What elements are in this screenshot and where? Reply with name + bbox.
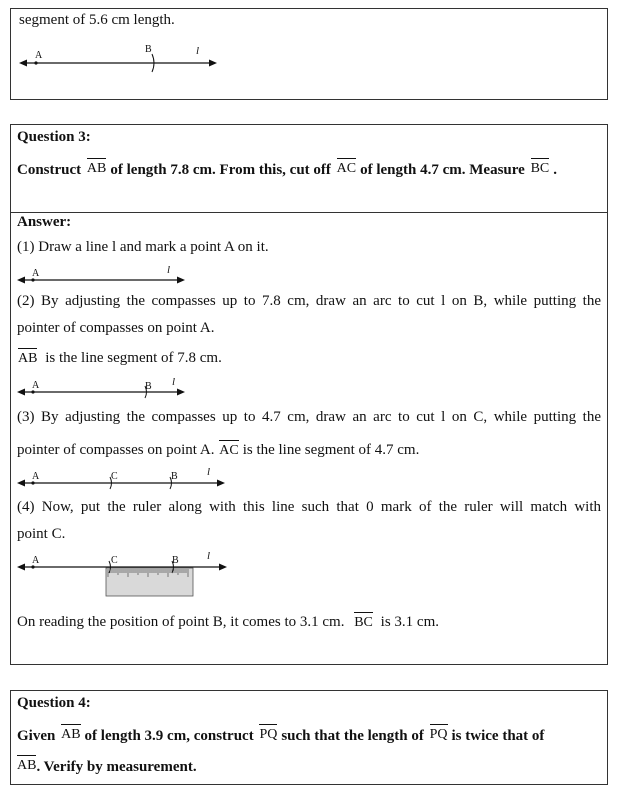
fig3-point-c-label: C — [111, 471, 118, 482]
q4-line1-part3: such that the length of — [281, 728, 424, 744]
fig3-point-a-label: A — [32, 471, 40, 482]
q4-line1-part2: of length 3.9 cm, construct — [84, 728, 254, 744]
question-2-answer-tail — [10, 8, 608, 100]
step-2-note-text: is the line segment of 7.8 cm. — [45, 350, 222, 366]
q3-question-part2: of length 7.8 cm. From this, cut off — [110, 162, 331, 178]
q4-segment-pq-2: PQ — [429, 727, 448, 742]
step-4-figure — [17, 550, 229, 601]
fig2-point-b-label: B — [145, 381, 152, 392]
fig2-point-a-label: A — [32, 380, 40, 391]
step-1-figure — [17, 266, 187, 290]
step-3-figure — [17, 466, 227, 493]
step-3-line-2 — [17, 441, 419, 460]
q3-question-text — [17, 161, 557, 180]
question-3-box — [10, 124, 608, 665]
q4-segment-ab-2: AB — [17, 758, 37, 773]
q2-point-b-label: B — [145, 44, 152, 55]
q4-segment-ab: AB — [61, 727, 81, 742]
step-2-line-1: (2) By adjusting the compasses up to 7.8 cm, draw an arc to cut l on B, while putting the — [17, 293, 601, 309]
segment-bc-note: BC — [354, 615, 373, 630]
q4-line-1 — [17, 727, 544, 746]
fig2-line-label: l — [172, 376, 176, 388]
segment-ab-note: AB — [18, 351, 38, 366]
q3-question-part3: of length 4.7 cm. Measure — [360, 162, 525, 178]
q2-line-label: l — [196, 45, 200, 57]
step-3-line-2-text: pointer of compasses on point A. — [17, 442, 215, 458]
q3-question-part4: . — [553, 162, 557, 178]
step-3-line-1: (3) By adjusting the compasses up to 4.7 cm, draw an arc to cut l on C, while putting the — [17, 409, 601, 425]
step-4-line-2: point C. — [17, 526, 66, 542]
fig4-point-c-label: C — [111, 555, 118, 566]
q2-point-a-label: A — [35, 50, 43, 61]
segment-bc: BC — [530, 161, 550, 176]
step-2-note — [17, 349, 222, 368]
q4-line1-part1: Given — [17, 728, 56, 744]
segment-ac-note: AC — [219, 443, 239, 458]
step-2-figure — [17, 378, 187, 402]
q2-tail-text: segment of 5.6 cm length. — [19, 12, 175, 28]
q4-line-2 — [17, 758, 197, 777]
q4-heading: Question 4: — [17, 695, 91, 711]
answer-heading: Answer: — [17, 214, 72, 230]
q4-line2-text: . Verify by measurement. — [36, 759, 197, 775]
q3-question-part1: Construct — [17, 162, 82, 178]
conclusion-main: On reading the position of point B, it comes to 3.1 cm. — [17, 614, 345, 630]
conclusion-text — [17, 613, 439, 632]
fig3-point-b-label: B — [171, 471, 178, 482]
fig1-line-label: l — [167, 264, 171, 276]
q3-heading: Question 3: — [17, 129, 91, 145]
conclusion-tail: is 3.1 cm. — [380, 614, 439, 630]
q2-line-figure — [19, 39, 219, 69]
step-1-text: (1) Draw a line l and mark a point A on it. — [17, 239, 269, 255]
q4-segment-pq: PQ — [259, 727, 278, 742]
step-4-line-1: (4) Now, put the ruler along with this line such that 0 mark of the ruler will match with — [17, 499, 601, 515]
q3-divider — [11, 212, 607, 213]
fig4-point-a-label: A — [32, 555, 40, 566]
q4-line1-part4: is twice that of — [451, 728, 545, 744]
question-4-box — [10, 690, 608, 785]
step-3-line-2-tail: is the line segment of 4.7 cm. — [242, 442, 420, 458]
fig4-point-b-label: B — [172, 555, 179, 566]
fig4-line-label: l — [207, 550, 211, 562]
fig1-point-a-label: A — [32, 268, 40, 279]
segment-ac: AC — [336, 161, 357, 176]
fig3-line-label: l — [207, 466, 211, 478]
step-2-line-2: pointer of compasses on point A. — [17, 320, 215, 336]
segment-ab: AB — [86, 161, 107, 176]
